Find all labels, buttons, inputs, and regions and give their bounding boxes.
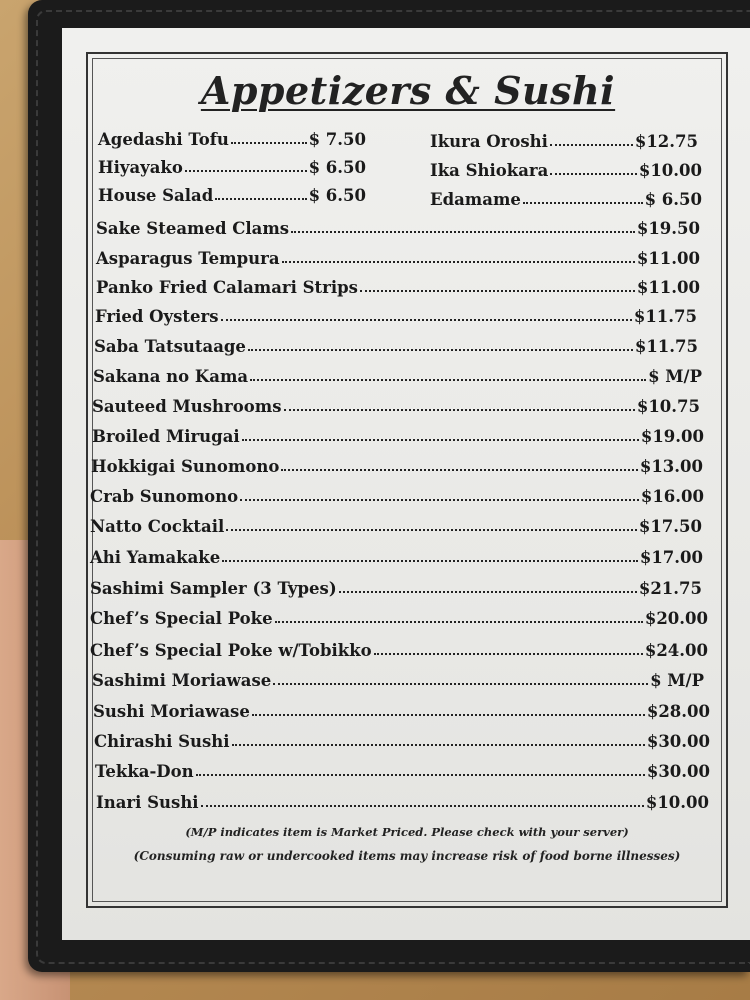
item-price: $19.00 <box>640 427 704 446</box>
item-price: $28.00 <box>646 702 710 721</box>
menu-item <box>96 219 700 238</box>
menu-item <box>93 367 702 386</box>
menu-item <box>98 158 366 177</box>
item-price: $10.00 <box>638 161 702 180</box>
item-name: Sashimi Moriawase <box>92 671 272 690</box>
leader-dots <box>523 202 643 204</box>
item-name: Sake Steamed Clams <box>96 219 290 238</box>
menu-item <box>90 579 702 598</box>
leader-dots <box>282 261 635 263</box>
leader-dots <box>339 591 637 593</box>
item-price: $16.00 <box>640 487 704 506</box>
menu-item <box>98 186 366 205</box>
item-price: $11.00 <box>636 249 700 268</box>
leader-dots <box>232 744 645 746</box>
leader-dots <box>284 409 635 411</box>
menu-item <box>430 190 702 209</box>
leader-dots <box>185 170 307 172</box>
menu-item <box>94 337 698 356</box>
item-name: Ikura Oroshi <box>430 132 548 151</box>
market-price-note: (M/P indicates item is Market Priced. Please check with your server) <box>185 825 629 839</box>
item-price: $12.75 <box>634 132 698 151</box>
leader-dots <box>242 439 639 441</box>
menu-item <box>92 427 704 446</box>
leader-dots <box>226 529 637 531</box>
item-price: $10.00 <box>645 793 709 812</box>
menu-item <box>90 487 704 506</box>
item-name: Sakana no Kama <box>93 367 249 386</box>
item-price: $ M/P <box>650 671 704 690</box>
item-name: Fried Oysters <box>95 307 219 326</box>
leader-dots <box>231 142 307 144</box>
item-name: Sauteed Mushrooms <box>92 397 282 416</box>
leader-dots <box>222 560 638 562</box>
item-name: Asparagus Tempura <box>96 249 280 268</box>
leader-dots <box>291 231 635 233</box>
leader-dots <box>281 469 637 471</box>
item-price: $20.00 <box>644 609 708 628</box>
leader-dots <box>275 621 643 623</box>
menu-item <box>98 130 366 149</box>
item-price: $24.00 <box>644 641 708 660</box>
menu-item <box>95 307 697 326</box>
leader-dots <box>550 173 637 175</box>
item-name: Saba Tatsutaage <box>94 337 246 356</box>
item-name: Panko Fried Calamari Strips <box>96 278 358 297</box>
leader-dots <box>250 379 646 381</box>
raw-food-warning: (Consuming raw or undercooked items may increase risk of food borne illnesses) <box>133 849 681 863</box>
item-price: $11.75 <box>633 307 697 326</box>
menu-item <box>95 762 710 781</box>
leader-dots <box>248 349 633 351</box>
item-name: Ahi Yamakake <box>90 548 221 567</box>
menu-item <box>90 548 703 567</box>
leader-dots <box>221 319 632 321</box>
menu-item <box>90 641 708 660</box>
leader-dots <box>196 774 645 776</box>
item-name: Hokkigai Sunomono <box>91 457 280 476</box>
menu-item <box>92 397 700 416</box>
menu-item <box>90 609 708 628</box>
item-price: $11.75 <box>634 337 698 356</box>
leader-dots <box>360 290 635 292</box>
menu-item <box>430 161 702 180</box>
menu-item <box>96 249 700 268</box>
item-name: Natto Cocktail <box>90 517 225 536</box>
item-price: $ 6.50 <box>308 186 366 205</box>
item-name: Inari Sushi <box>96 793 199 812</box>
item-price: $ 6.50 <box>644 190 702 209</box>
menu-title: Appetizers & Sushi <box>200 68 616 113</box>
item-name: Sushi Moriawase <box>93 702 250 721</box>
item-name: Hiyayako <box>98 158 183 177</box>
item-name: Sashimi Sampler (3 Types) <box>90 579 337 598</box>
item-price: $10.75 <box>636 397 700 416</box>
menu-item <box>94 732 710 751</box>
item-price: $ M/P <box>648 367 702 386</box>
item-price: $30.00 <box>646 732 710 751</box>
menu-item <box>96 278 700 297</box>
menu-item <box>92 671 704 690</box>
item-name: Chirashi Sushi <box>94 732 230 751</box>
item-price: $ 6.50 <box>308 158 366 177</box>
item-name: House Salad <box>98 186 214 205</box>
leader-dots <box>252 714 645 716</box>
leader-dots <box>240 499 639 501</box>
item-name: Tekka-Don <box>95 762 194 781</box>
item-name: Chef’s Special Poke w/Tobikko <box>90 641 372 660</box>
menu-item <box>93 702 710 721</box>
menu-item <box>90 517 702 536</box>
item-price: $11.00 <box>636 278 700 297</box>
item-name: Agedashi Tofu <box>98 130 229 149</box>
leader-dots <box>201 805 644 807</box>
menu-item <box>96 793 709 812</box>
menu-item <box>91 457 703 476</box>
item-name: Chef’s Special Poke <box>90 609 273 628</box>
item-price: $17.00 <box>639 548 703 567</box>
leader-dots <box>273 683 648 685</box>
item-price: $19.50 <box>636 219 700 238</box>
item-name: Crab Sunomono <box>90 487 239 506</box>
leader-dots <box>215 198 306 200</box>
item-name: Edamame <box>430 190 521 209</box>
menu-item <box>430 132 698 151</box>
leader-dots <box>374 653 643 655</box>
item-price: $13.00 <box>639 457 703 476</box>
item-price: $17.50 <box>638 517 702 536</box>
item-price: $30.00 <box>646 762 710 781</box>
item-name: Broiled Mirugai <box>92 427 240 446</box>
leader-dots <box>550 144 633 146</box>
item-price: $21.75 <box>638 579 702 598</box>
item-price: $ 7.50 <box>308 130 366 149</box>
item-name: Ika Shiokara <box>430 161 549 180</box>
